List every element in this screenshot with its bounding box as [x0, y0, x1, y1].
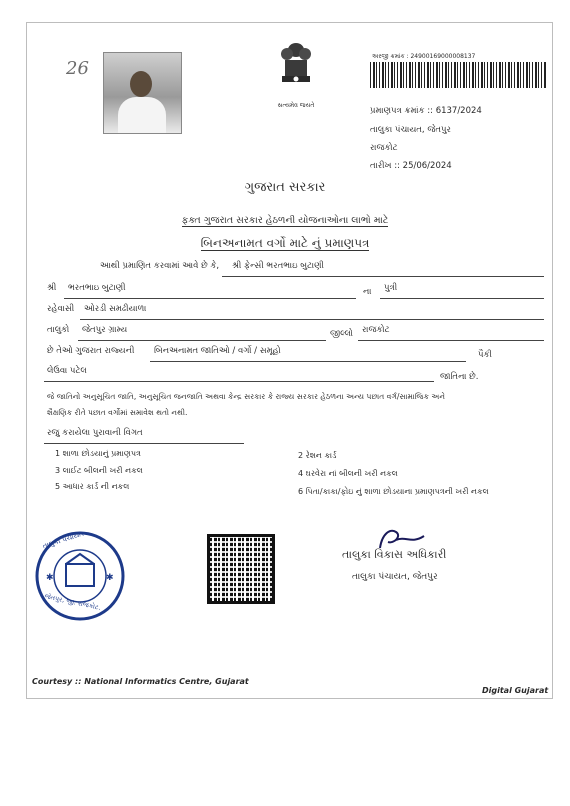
certificate-number: [370, 106, 482, 116]
scheme-subtitle-text: ફક્ત ગુજરાત સરકાર હેઠળની યોજનાઓના લાભો માટે: [181, 215, 389, 226]
evidence-item: 4 ઘરવેરા નાં બીલની ખરી નકલ: [298, 469, 398, 478]
certify-text: આથી પ્રમાણિત કરવામાં આવે છે કે,: [100, 261, 220, 271]
district-value: રાજકોટ: [362, 325, 390, 335]
applicant-photo: [103, 52, 182, 134]
date-label: તારીખ ::: [370, 161, 400, 171]
father-name: ભરતભાઇ બુટાણી: [68, 283, 126, 293]
certificate-title: [0, 232, 570, 251]
district-label: જીલ્લો: [330, 329, 354, 339]
resident-label: રહેવાસી: [47, 304, 75, 314]
statement-line-2: શૈક્ષણિક રીતે પછાત વર્ગોમાં સમાવેશ થતો નથી.: [47, 408, 188, 417]
emblem-caption: સત્યમેવ જયતે: [277, 102, 315, 109]
brand-text: Digital Gujarat: [482, 686, 549, 695]
taluka-line: [78, 339, 326, 341]
evidence-item: 2 રેશન કાર્ડ: [298, 451, 337, 460]
resident-value: ઓરડી સમઢીયાળા: [84, 304, 147, 314]
issuing-district: રાજકોટ: [370, 143, 398, 153]
category-value: બિનઅનામત જાતિઓ / વર્ગો / સમૂહો: [154, 346, 281, 356]
person-name: શ્રી ફેન્સી ભરતભાઇ બુટાણી: [232, 261, 324, 271]
handwritten-number: 26: [66, 58, 89, 79]
district-line: [358, 339, 544, 341]
resident-line: [80, 318, 544, 320]
taluka-value: જેતપુર ગ્રામ્ય: [82, 325, 128, 335]
courtesy-text: Courtesy :: National Informatics Centre, Gujarat: [32, 677, 249, 686]
seal-top-text: તાલુકા પંચાયત: [41, 529, 85, 551]
father-name-line: [64, 297, 356, 299]
caste-suffix: જાતિના છે.: [440, 372, 479, 382]
person-name-line: [222, 275, 544, 277]
application-barcode: [370, 62, 546, 88]
application-number: અરજી ક્રમાંક : 24900169000008137: [372, 53, 476, 60]
evidence-item: 1 શાળા છોડયાનું પ્રમાણપત્ર: [55, 449, 141, 458]
officer-office: તાલુકા પંચાયત, જેતપુર: [352, 572, 438, 582]
certificate-number-value: 6137/2024: [435, 106, 482, 116]
state-emblem-icon: [276, 40, 316, 102]
certificate-date: [370, 161, 452, 171]
evidence-heading-line: [44, 442, 244, 444]
statement-line-1: જે જાતિનો અનુસૂચિત જાતિ, અનુસૂચિત જનજાતિ અથવા કેન્દ્ર સરકાર કે રાજ્ય સરકાર હેઠળના અન્ય પછાત વર્ગ/સામાજિક અને: [47, 392, 446, 401]
certificate-number-label: પ્રમાણપત્ર ક્રમાંક ::: [370, 106, 433, 116]
taluka-label: તાલુકો: [47, 325, 70, 335]
evidence-item: 3 લાઈટ બીલની ખરી નકલ: [55, 466, 143, 475]
svg-text:✱: ✱: [46, 573, 54, 583]
evidence-item: 5 આધાર કાર્ડ ની નકલ: [55, 482, 130, 491]
state-text: છે તેઓ ગુજરાત રાજ્યની: [47, 346, 135, 356]
evidence-item: 6 પિતા/કાકા/ફોઇ નું શાળા છોડયાના પ્રમાણપત્રની ખરી નકલ: [298, 487, 489, 496]
relation-line: [380, 297, 544, 299]
certificate-title-text: બિનઅનામત વર્ગો માટે નું પ્રમાણપત્ર: [200, 236, 370, 250]
scheme-subtitle: [0, 208, 570, 227]
caste-line: [44, 380, 434, 382]
relation-value: પુત્રી: [384, 283, 398, 293]
peti-label: પૈકી: [478, 350, 492, 360]
relation-label: ના: [363, 287, 372, 297]
father-prefix: શ્રી: [47, 283, 57, 293]
qr-code: [207, 534, 275, 604]
issuing-office: તાલુકા પંચાયત, જેતપુર: [370, 125, 451, 135]
evidence-heading: રજુ કરાયેલા પુરાવાની વિગત: [47, 428, 143, 438]
officer-title: તાલુકા વિકાસ અધિકારી: [342, 548, 447, 561]
date-value: 25/06/2024: [402, 161, 452, 171]
caste-value: લેઉવા પટેલ: [47, 366, 87, 376]
government-heading: ગુજરાત સરકાર: [244, 180, 326, 195]
category-line: [150, 360, 466, 362]
svg-text:✱: ✱: [106, 573, 114, 583]
seal-bottom-text: જેતપુર, જી. રાજકોટ.: [43, 592, 102, 612]
